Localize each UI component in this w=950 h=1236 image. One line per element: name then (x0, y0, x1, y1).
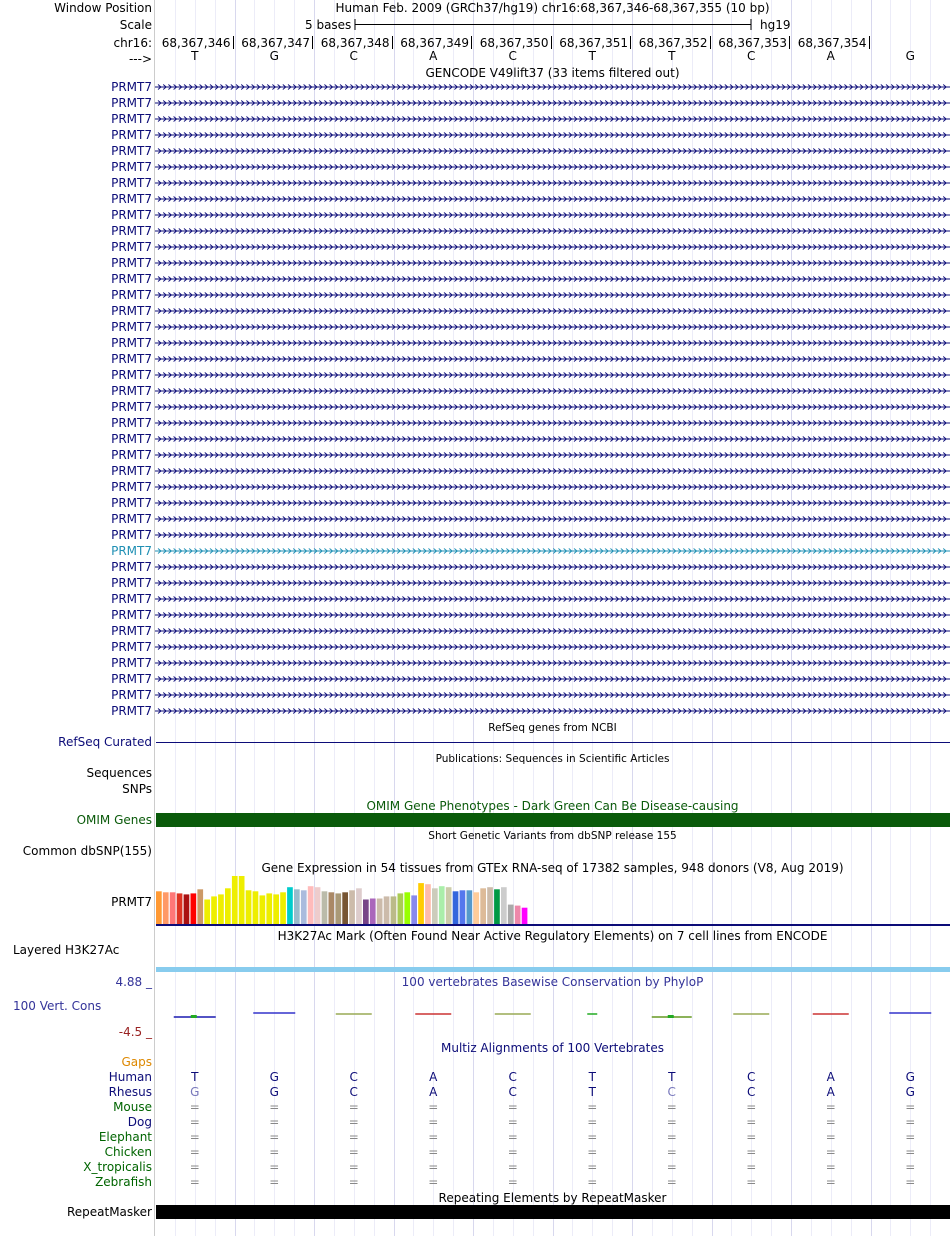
gencode-transcript-label[interactable]: PRMT7 (111, 288, 152, 302)
gencode-transcript-line[interactable] (155, 163, 950, 171)
gtex-tissue-bar (363, 900, 369, 925)
gtex-tissue-bar (404, 892, 410, 924)
gtex-tissue-bar (294, 889, 300, 924)
multiz-aligned-base: = (189, 1145, 200, 1159)
multiz-aligned-base: C (508, 1085, 517, 1099)
multiz-gaps-label[interactable]: Gaps (121, 1055, 152, 1069)
gencode-transcript-line[interactable] (155, 339, 950, 347)
ruler-position-label: 68,367,346 (161, 36, 231, 50)
gencode-transcript-label[interactable]: PRMT7 (111, 240, 152, 254)
gencode-transcript-label[interactable]: PRMT7 (111, 272, 152, 286)
multiz-aligned-base: = (269, 1160, 280, 1174)
multiz-aligned-base: = (825, 1130, 836, 1144)
multiz-aligned-base: G (269, 1070, 279, 1084)
gencode-transcript-line[interactable] (155, 499, 950, 507)
multiz-aligned-base: = (269, 1100, 280, 1114)
gencode-transcript-label[interactable]: PRMT7 (111, 512, 152, 526)
gencode-transcript-label[interactable]: PRMT7 (111, 624, 152, 638)
multiz-aligned-base: = (269, 1175, 280, 1189)
gencode-transcript-line[interactable] (155, 451, 950, 459)
gencode-transcript-label[interactable]: PRMT7 (111, 672, 152, 686)
gencode-transcript-label[interactable]: PRMT7 (111, 400, 152, 414)
multiz-aligned-base: = (905, 1160, 916, 1174)
strand-label: ---> (128, 52, 152, 66)
multiz-aligned-base: = (666, 1115, 677, 1129)
multiz-aligned-base: C (349, 1070, 358, 1084)
multiz-aligned-base: = (507, 1130, 518, 1144)
gencode-transcript-label[interactable]: PRMT7 (111, 640, 152, 654)
gtex-tissue-bar (398, 893, 404, 924)
gtex-tissue-bar (218, 894, 224, 924)
multiz-species-label[interactable]: Chicken (104, 1145, 152, 1159)
ruler-position-label: 68,367,352 (638, 36, 708, 50)
multiz-aligned-base: = (189, 1175, 200, 1189)
multiz-aligned-base: = (348, 1115, 359, 1129)
phylop-track-label[interactable]: 100 Vert. Cons (13, 999, 102, 1013)
multiz-aligned-base: = (825, 1145, 836, 1159)
omim-feature-bar[interactable] (156, 813, 950, 827)
gtex-tissue-bar (163, 892, 169, 924)
gtex-tissue-bar (522, 908, 528, 924)
multiz-aligned-base: A (826, 1085, 835, 1099)
gencode-transcript-line[interactable] (155, 275, 950, 283)
gencode-transcript-label[interactable]: PRMT7 (111, 464, 152, 478)
multiz-aligned-base: = (666, 1130, 677, 1144)
gencode-transcript-label[interactable]: PRMT7 (111, 160, 152, 174)
gtex-tissue-bar (473, 892, 479, 924)
gtex-tissue-bar (308, 886, 314, 924)
reference-base: C (349, 49, 358, 63)
gtex-tissue-bar (287, 887, 293, 924)
multiz-aligned-base: = (507, 1145, 518, 1159)
multiz-aligned-base: C (747, 1085, 756, 1099)
gencode-transcript-line[interactable] (155, 563, 950, 571)
gencode-transcript-line[interactable] (155, 467, 950, 475)
multiz-aligned-base: = (746, 1100, 757, 1114)
ruler-position-label: 68,367,347 (241, 36, 310, 50)
gtex-tissue-bar (342, 892, 348, 924)
dbsnp-track-title: Short Genetic Variants from dbSNP release 155 (428, 830, 677, 842)
multiz-aligned-base: C (667, 1085, 676, 1099)
h3k27ac-track-label[interactable]: Layered H3K27Ac (13, 943, 120, 957)
gencode-transcript-line[interactable] (155, 707, 950, 715)
h3k27ac-track-title: H3K27Ac Mark (Often Found Near Active Regulatory Elements) on 7 cell lines from ENCODE (277, 929, 828, 943)
gtex-tissue-bar (460, 890, 466, 924)
gencode-transcript-line[interactable] (155, 483, 950, 491)
gtex-tissue-bar (508, 905, 514, 924)
reference-base: C (747, 49, 756, 63)
publications-sequences-label[interactable]: Sequences (86, 766, 152, 780)
multiz-aligned-base: = (348, 1130, 359, 1144)
gtex-tissue-bar (384, 896, 390, 924)
refseq-track-title: RefSeq genes from NCBI (488, 722, 617, 734)
gtex-tissue-bar (232, 876, 238, 924)
gtex-tissue-bar (480, 888, 486, 924)
gtex-tissue-bar (515, 906, 521, 924)
multiz-aligned-base: = (746, 1130, 757, 1144)
gtex-baseline (156, 924, 950, 926)
phylop-min-label: -4.5 _ (118, 1025, 152, 1039)
multiz-aligned-base: T (588, 1085, 596, 1099)
multiz-aligned-base: = (428, 1130, 439, 1144)
window-position-label: Window Position (54, 1, 152, 15)
phylop-signal[interactable] (155, 1008, 950, 1026)
gtex-tissue-bar (349, 890, 355, 924)
multiz-aligned-base: G (190, 1085, 200, 1099)
multiz-aligned-base: G (269, 1085, 279, 1099)
multiz-aligned-base: = (428, 1115, 439, 1129)
gencode-transcript-line[interactable] (155, 435, 950, 443)
gencode-transcript-line[interactable] (155, 547, 950, 555)
multiz-aligned-base: = (746, 1175, 757, 1189)
publications-snps-label[interactable]: SNPs (122, 782, 152, 796)
multiz-species-label[interactable]: Mouse (113, 1100, 152, 1114)
multiz-aligned-base: = (825, 1115, 836, 1129)
multiz-aligned-base: = (428, 1100, 439, 1114)
gtex-tissue-bar (335, 893, 341, 924)
phylop-track-title: 100 vertebrates Basewise Conservation by PhyloP (401, 975, 704, 989)
gencode-transcript-label[interactable]: PRMT7 (111, 592, 152, 606)
chrom-label: chr16: (113, 36, 152, 50)
multiz-aligned-base: = (905, 1175, 916, 1189)
omim-track-label[interactable]: OMIM Genes (76, 813, 152, 827)
gencode-transcript-line[interactable] (155, 243, 950, 251)
scale-bar (354, 17, 754, 33)
gtex-tissue-bar (446, 887, 452, 924)
reference-base: T (191, 49, 199, 63)
multiz-aligned-base: = (507, 1100, 518, 1114)
multiz-aligned-base: = (746, 1160, 757, 1174)
multiz-aligned-base: = (587, 1160, 598, 1174)
scale-bases-text: 5 bases (305, 18, 352, 32)
gtex-tissue-bar (322, 891, 328, 924)
reference-base: G (905, 49, 915, 63)
gtex-tissue-bar (239, 876, 245, 924)
gencode-transcript-label[interactable]: PRMT7 (111, 688, 152, 702)
repeatmasker-track-title: Repeating Elements by RepeatMasker (438, 1191, 667, 1205)
scale-db-text: hg19 (760, 18, 791, 32)
multiz-aligned-base: = (587, 1100, 598, 1114)
multiz-aligned-base: = (348, 1175, 359, 1189)
multiz-aligned-base: = (428, 1175, 439, 1189)
gencode-transcript-line[interactable] (155, 531, 950, 539)
gencode-transcript-label[interactable]: PRMT7 (111, 432, 152, 446)
gtex-tissue-bar (184, 894, 190, 924)
gtex-tissue-bar (356, 888, 362, 924)
gtex-tissue-bar (225, 888, 231, 924)
multiz-aligned-base: = (428, 1160, 439, 1174)
multiz-aligned-base: T (588, 1070, 596, 1084)
gtex-tissue-bar (370, 899, 376, 925)
multiz-aligned-base: A (429, 1070, 438, 1084)
gencode-transcript-line[interactable] (155, 211, 950, 219)
gencode-transcript-line[interactable] (155, 259, 950, 267)
gencode-transcript-line[interactable] (155, 355, 950, 363)
h3k27ac-signal-bar[interactable] (156, 967, 950, 972)
ruler-position-label: 68,367,353 (718, 36, 787, 50)
gtex-tissue-bar (315, 887, 321, 924)
multiz-aligned-base: C (508, 1070, 517, 1084)
multiz-species-label[interactable]: Zebrafish (95, 1175, 152, 1189)
multiz-aligned-base: = (905, 1100, 916, 1114)
omim-track-title: OMIM Gene Phenotypes - Dark Green Can Be Disease-causing (366, 799, 739, 813)
gencode-transcript-label[interactable]: PRMT7 (111, 448, 152, 462)
ruler-position-label: 68,367,349 (400, 36, 469, 50)
gtex-tissue-bar (280, 892, 286, 924)
gtex-expression-chart[interactable] (156, 874, 536, 924)
multiz-aligned-base: C (747, 1070, 756, 1084)
multiz-aligned-base: G (905, 1070, 915, 1084)
multiz-aligned-base: = (905, 1115, 916, 1129)
gencode-transcript-label[interactable]: PRMT7 (111, 480, 152, 494)
gencode-transcript-label[interactable]: PRMT7 (111, 112, 152, 126)
multiz-aligned-base: = (269, 1115, 280, 1129)
multiz-aligned-base: = (746, 1145, 757, 1159)
reference-base: C (508, 49, 517, 63)
multiz-aligned-base: T (668, 1070, 676, 1084)
multiz-species-label[interactable]: X_tropicalis (83, 1160, 152, 1174)
phylop-max-label: 4.88 _ (115, 975, 152, 989)
gencode-transcript-line[interactable] (155, 659, 950, 667)
multiz-aligned-base: = (189, 1130, 200, 1144)
gencode-transcript-label[interactable]: PRMT7 (111, 544, 152, 558)
multiz-aligned-base: A (826, 1070, 835, 1084)
gtex-track-title: Gene Expression in 54 tissues from GTEx RNA-seq of 17382 samples, 948 donors (V8, Aug 2019) (261, 861, 844, 875)
multiz-aligned-base: = (587, 1175, 598, 1189)
gencode-transcript-label[interactable]: PRMT7 (111, 304, 152, 318)
multiz-aligned-base: = (507, 1160, 518, 1174)
multiz-aligned-base: = (905, 1145, 916, 1159)
multiz-aligned-base: = (507, 1115, 518, 1129)
gencode-transcript-line[interactable] (155, 83, 950, 91)
publications-track-title: Publications: Sequences in Scientific Articles (435, 753, 670, 765)
multiz-species-label[interactable]: Elephant (98, 1130, 152, 1144)
gencode-transcript-label[interactable]: PRMT7 (111, 496, 152, 510)
gencode-transcript-line[interactable] (155, 675, 950, 683)
multiz-aligned-base: = (905, 1130, 916, 1144)
gencode-transcript-line[interactable] (155, 515, 950, 523)
scale-label: Scale (119, 18, 152, 32)
gtex-tissue-bar (494, 889, 500, 924)
gencode-transcript-label[interactable]: PRMT7 (111, 144, 152, 158)
gtex-tissue-bar (273, 894, 279, 924)
phylop-mark (191, 1015, 197, 1018)
gencode-transcript-label[interactable]: PRMT7 (111, 368, 152, 382)
gencode-transcript-label[interactable]: PRMT7 (111, 336, 152, 350)
gencode-transcript-line[interactable] (155, 147, 950, 155)
gencode-transcript-label[interactable]: PRMT7 (111, 704, 152, 718)
gencode-transcript-label[interactable]: PRMT7 (111, 528, 152, 542)
multiz-aligned-base: = (189, 1160, 200, 1174)
gtex-tissue-bar (170, 892, 176, 924)
gencode-transcript-line[interactable] (155, 403, 950, 411)
gtex-track-label[interactable]: PRMT7 (111, 895, 152, 909)
gtex-tissue-bar (260, 895, 266, 924)
gencode-transcript-label[interactable]: PRMT7 (111, 352, 152, 366)
gtex-tissue-bar (439, 886, 445, 924)
gencode-transcript-line[interactable] (155, 611, 950, 619)
gencode-transcript-line[interactable] (155, 323, 950, 331)
ruler-tick (869, 36, 870, 49)
multiz-aligned-base: = (269, 1145, 280, 1159)
multiz-aligned-base: = (348, 1145, 359, 1159)
gencode-transcript-label[interactable]: PRMT7 (111, 320, 152, 334)
repeatmasker-feature-bar[interactable] (156, 1205, 950, 1219)
gtex-tissue-bar (156, 891, 162, 924)
multiz-aligned-base: T (191, 1070, 199, 1084)
gencode-transcript-label[interactable]: PRMT7 (111, 256, 152, 270)
assembly-position-text: Human Feb. 2009 (GRCh37/hg19) chr16:68,367,346-68,367,355 (10 bp) (335, 1, 770, 15)
gencode-transcript-line[interactable] (155, 371, 950, 379)
multiz-aligned-base: = (428, 1145, 439, 1159)
gencode-transcript-label[interactable]: PRMT7 (111, 128, 152, 142)
gtex-tissue-bar (177, 893, 183, 924)
multiz-aligned-base: = (666, 1100, 677, 1114)
ruler-position-label: 68,367,348 (320, 36, 390, 50)
multiz-aligned-base: = (348, 1160, 359, 1174)
multiz-aligned-base: G (905, 1085, 915, 1099)
gencode-transcript-label[interactable]: PRMT7 (111, 560, 152, 574)
ruler-position-label: 68,367,350 (479, 36, 549, 50)
gencode-transcript-label[interactable]: PRMT7 (111, 608, 152, 622)
gencode-transcript-line[interactable] (155, 387, 950, 395)
gencode-transcript-line[interactable] (155, 419, 950, 427)
gtex-tissue-bar (425, 884, 431, 924)
multiz-aligned-base: A (429, 1085, 438, 1099)
refseq-gene-line[interactable] (156, 742, 950, 743)
gencode-transcript-line[interactable] (155, 227, 950, 235)
multiz-aligned-base: = (348, 1100, 359, 1114)
multiz-track-title: Multiz Alignments of 100 Vertebrates (440, 1041, 665, 1055)
reference-base: T (668, 49, 676, 63)
gtex-tissue-bar (432, 888, 438, 924)
multiz-aligned-base: = (825, 1175, 836, 1189)
gencode-transcript-label[interactable]: PRMT7 (111, 576, 152, 590)
gencode-transcript-line[interactable] (155, 691, 950, 699)
multiz-aligned-base: C (349, 1085, 358, 1099)
gtex-tissue-bar (246, 890, 252, 924)
gencode-transcript-line[interactable] (155, 115, 950, 123)
gencode-transcript-label[interactable]: PRMT7 (111, 80, 152, 94)
gtex-tissue-bar (391, 896, 397, 924)
gencode-transcript-label[interactable]: PRMT7 (111, 416, 152, 430)
reference-base: A (826, 49, 835, 63)
multiz-species-label[interactable]: Rhesus (108, 1085, 152, 1099)
multiz-aligned-base: = (189, 1100, 200, 1114)
gencode-transcript-label[interactable]: PRMT7 (111, 192, 152, 206)
gencode-transcript-line[interactable] (155, 595, 950, 603)
gencode-transcript-line[interactable] (155, 291, 950, 299)
gtex-tissue-bar (301, 890, 307, 924)
gencode-transcript-line[interactable] (155, 99, 950, 107)
gtex-tissue-bar (204, 900, 210, 925)
multiz-aligned-base: = (666, 1175, 677, 1189)
reference-base: G (269, 49, 279, 63)
refseq-track-label[interactable]: RefSeq Curated (58, 735, 152, 749)
gencode-transcript-line[interactable] (155, 307, 950, 315)
multiz-aligned-base: = (587, 1115, 598, 1129)
gtex-tissue-bar (197, 889, 203, 924)
multiz-species-label[interactable]: Dog (127, 1115, 152, 1129)
gtex-tissue-bar (501, 887, 507, 924)
multiz-aligned-base: = (825, 1160, 836, 1174)
gencode-transcript-line[interactable] (155, 643, 950, 651)
gencode-track-title: GENCODE V49lift37 (33 items filtered out) (425, 66, 680, 80)
multiz-aligned-base: = (269, 1130, 280, 1144)
gtex-tissue-bar (266, 893, 272, 924)
gencode-transcript-label[interactable]: PRMT7 (111, 96, 152, 110)
gencode-transcript-label[interactable]: PRMT7 (111, 384, 152, 398)
gtex-tissue-bar (211, 896, 217, 924)
gtex-tissue-bar (453, 891, 459, 924)
gencode-transcript-line[interactable] (155, 195, 950, 203)
gencode-transcript-line[interactable] (155, 179, 950, 187)
gtex-tissue-bar (467, 890, 473, 924)
reference-base: T (588, 49, 596, 63)
gtex-tissue-bar (191, 893, 197, 924)
multiz-aligned-base: = (189, 1115, 200, 1129)
multiz-aligned-base: = (507, 1175, 518, 1189)
ruler-position-label: 68,367,354 (797, 36, 867, 50)
gtex-tissue-bar (253, 891, 259, 924)
multiz-aligned-base: = (746, 1115, 757, 1129)
gencode-transcript-label[interactable]: PRMT7 (111, 656, 152, 670)
gencode-transcript-label[interactable]: PRMT7 (111, 224, 152, 238)
multiz-aligned-base: = (666, 1160, 677, 1174)
multiz-species-label[interactable]: Human (108, 1070, 152, 1084)
repeatmasker-track-label[interactable]: RepeatMasker (66, 1205, 152, 1219)
gtex-tissue-bar (411, 895, 417, 924)
gencode-transcript-label[interactable]: PRMT7 (111, 176, 152, 190)
multiz-aligned-base: = (587, 1130, 598, 1144)
multiz-aligned-base: = (587, 1145, 598, 1159)
gtex-tissue-bar (418, 883, 424, 924)
phylop-mark (668, 1015, 674, 1018)
reference-base: A (429, 49, 438, 63)
gtex-tissue-bar (329, 892, 335, 924)
gencode-transcript-label[interactable]: PRMT7 (111, 208, 152, 222)
multiz-aligned-base: = (666, 1145, 677, 1159)
gtex-tissue-bar (487, 887, 493, 924)
gencode-transcript-line[interactable] (155, 131, 950, 139)
dbsnp-track-label[interactable]: Common dbSNP(155) (22, 844, 152, 858)
gtex-tissue-bar (377, 899, 383, 925)
multiz-aligned-base: = (825, 1100, 836, 1114)
gencode-transcript-line[interactable] (155, 579, 950, 587)
ruler-position-label: 68,367,351 (559, 36, 628, 50)
gencode-transcript-line[interactable] (155, 627, 950, 635)
